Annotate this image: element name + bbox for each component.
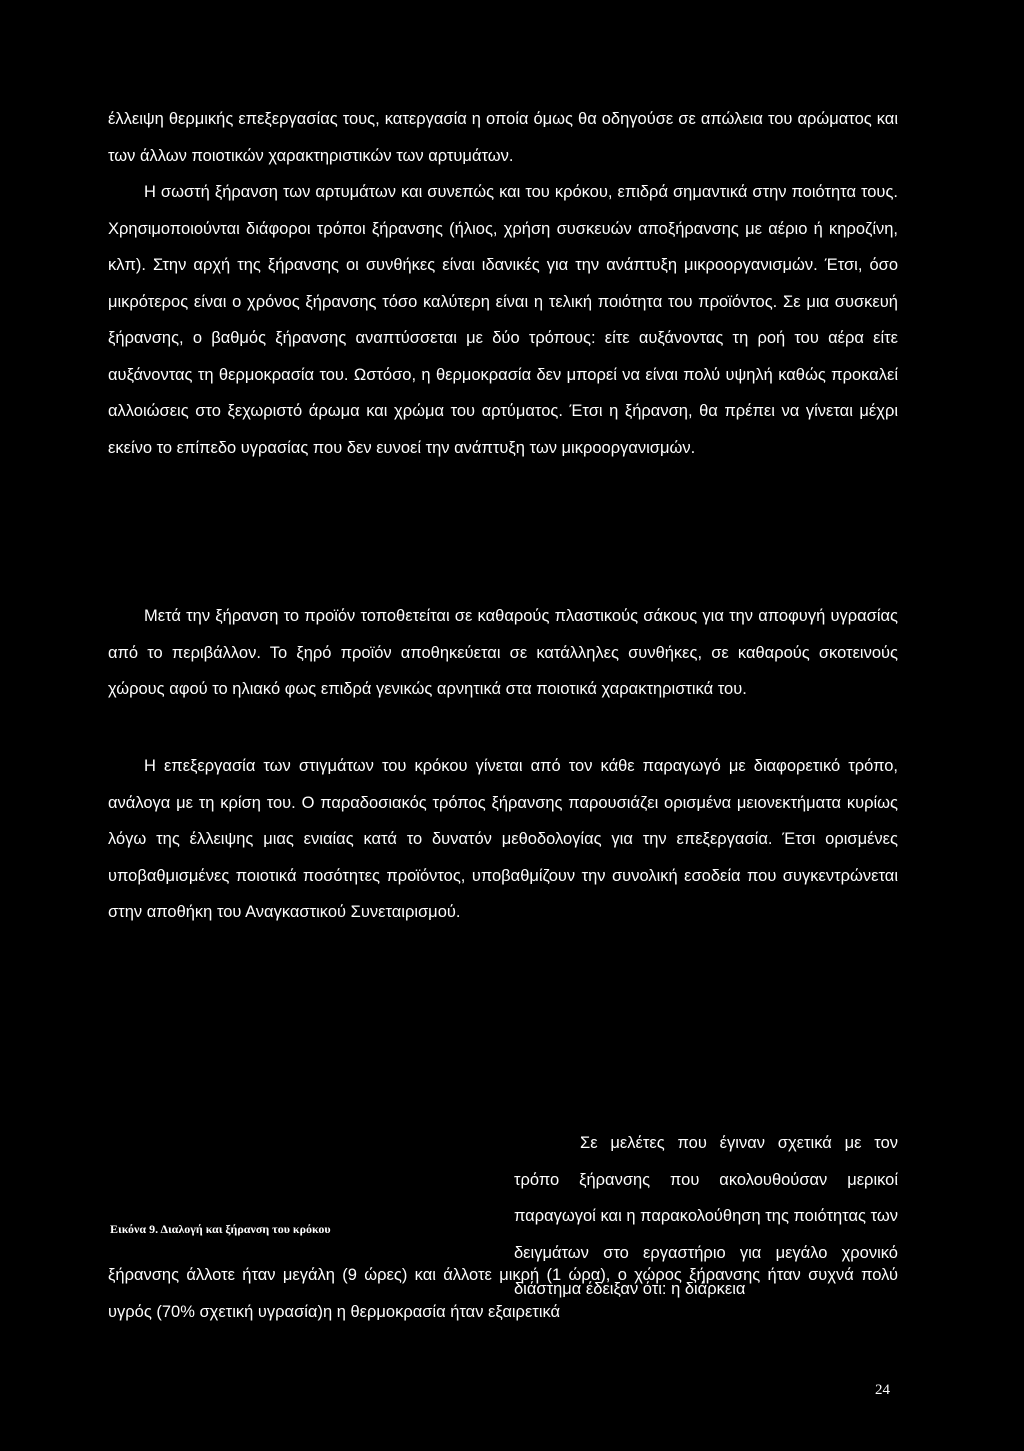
wrapped-paragraph: Σε μελέτες που έγιναν σχετικά με τον τρόπο ξήρανσης που ακολουθούσαν μερικοί παραγωγοί και η παρακολούθηση της ποιότητας των δειγμάτων στο εργαστήριο για μεγάλο χρονικό διάστημα έδειξαν ότι: η διάρκεια [514, 1134, 898, 1298]
figure-caption: Εικόνα 9. Διαλογή και ξήρανση του κρόκου [110, 1222, 331, 1236]
paragraph-1: έλλειψη θερμικής επεξεργασίας τους, κατεργασία η οποία όμως θα οδηγούσε σε απώλεια του αρώματος και των άλλων ποιοτικών χαρακτηριστικών των αρτυμάτων. [108, 110, 898, 165]
paragraph-2: Η σωστή ξήρανση των αρτυμάτων και συνεπώς και του κρόκου, επιδρά σημαντικά στην ποιότητα τους. Χρησιμοποιούνται διάφοροι τρόποι ξήρανσης (ήλιος, χρήση συσκευών αποξήρανσης με αέριο ή κηροζίνη, κλπ). Στην αρχή της ξήρανσης οι συνθήκες είναι ιδανικές για την ανάπτυξη μικροοργανισμών. Έτσι, όσο μικρότερος είναι ο χρόνος ξήρανσης τόσο καλύτερη είναι η τελική ποιότητα του προϊόντος. Σε μια συσκευή ξήρανσης, ο βαθμός ξήρανσης αναπτύσσεται με δύο τρόπους: είτε αυξάνοντας τη ροή του αέρα είτε αυξάνοντας τη θερμοκρασία του. Ωστόσο, η θερμοκρασία δεν μπορεί να είναι πολύ υψηλή καθώς προκαλεί αλλοιώσεις στο ξεχωριστό άρωμα και χρώμα του αρτύματος. Έτσι η ξήρανση, θα πρέπει να γίνεται μέχρι εκείνο το επίπεδο υγρασίας που δεν ευνοεί την ανάπτυξη των μικροοργανισμών. [108, 183, 898, 457]
paragraph-4: Η επεξεργασία των στιγμάτων του κρόκου γίνεται από τον κάθε παραγωγό με διαφορετικό τρόπο, ανάλογα με τη κρίση του. Ο παραδοσιακός τρόπος ξήρανσης παρουσιάζει ορισμένα μειονεκτήματα κυρίως λόγω της έλλειψης μιας ενιαίας κατά το δυνατόν μεθοδολογίας για την επεξεργασία. Έτσι ορισμένες υποβαθμισμένες ποιοτικά ποσότητες προϊόντος, υποβαθμίζουν την συνολική εσοδεία που συγκεντρώνεται στην αποθήκη του Αναγκαστικού Συνεταιρισμού. [108, 757, 898, 921]
paragraph-3-block [108, 598, 898, 708]
continuation-block [108, 1257, 898, 1330]
paragraph-3: Μετά την ξήρανση το προϊόν τοποθετείται σε καθαρούς πλαστικούς σάκους για την αποφυγή υγρασίας από το περιβάλλον. Το ξηρό προϊόν αποθηκεύεται σε κατάλληλες συνθήκες, σε καθαρούς σκοτεινούς χώρους αφού το ηλιακό φως επιδρά γενικώς αρνητικά στα ποιοτικά χαρακτηριστικά του. [108, 607, 898, 698]
paragraph-4-block [108, 748, 898, 931]
continuation-paragraph: ξήρανσης άλλοτε ήταν μεγάλη (9 ώρες) και άλλοτε μικρή (1 ώρα), ο χώρος ξήρανσης ήταν συχνά πολύ υγρός (70% σχετική υγρασία)η η θερμοκρασία ήταν εξαιρετικά [108, 1266, 898, 1321]
page-number: 24 [875, 1382, 890, 1398]
paragraph-1-block [108, 101, 898, 466]
